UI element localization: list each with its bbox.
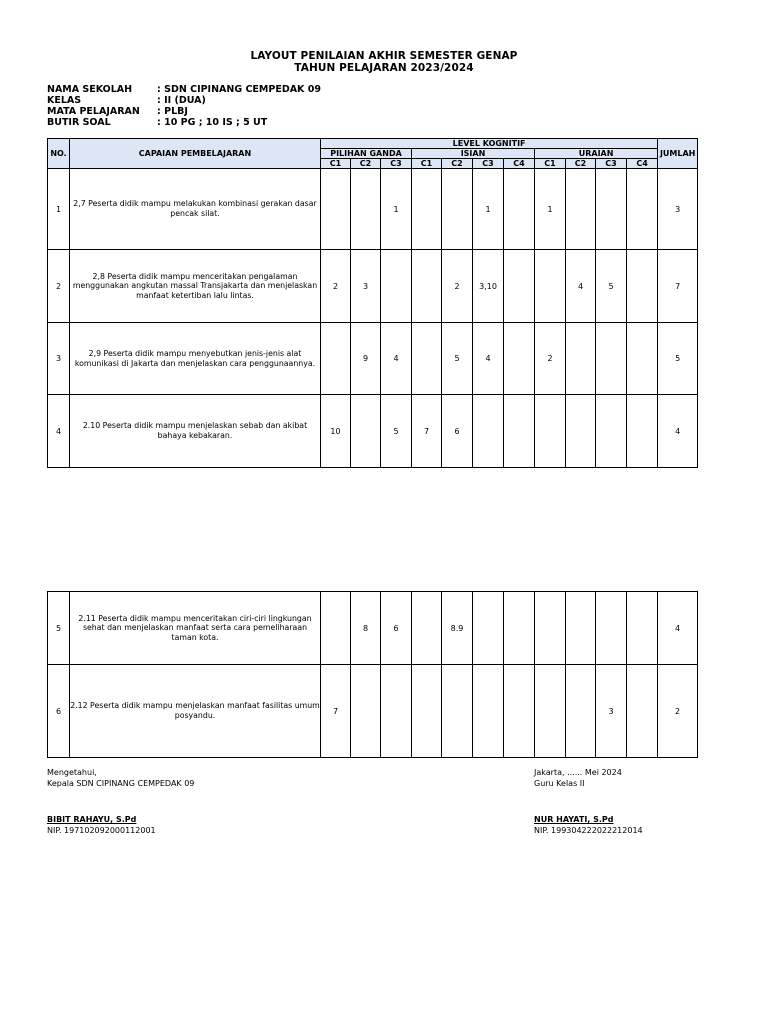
info-value: : II (DUA) xyxy=(157,95,206,106)
teacher-name: NUR HAYATI, S.Pd xyxy=(534,815,614,824)
level-cell xyxy=(627,250,658,323)
level-cell xyxy=(504,395,535,468)
level-header: C2 xyxy=(442,159,473,169)
principal-nip: NIP. 197102092000112001 xyxy=(47,826,156,835)
level-cell: 8 xyxy=(351,592,381,665)
learning-outcome-cell: 2,7 Peserta didik mampu melakukan kombinasi gerakan dasar pencak silat. xyxy=(70,169,321,250)
header-essay: URAIAN xyxy=(535,149,658,159)
learning-outcome-cell: 2,8 Peserta didik mampu menceritakan pengalaman menggunakan angkutan massal Transjakarta dan menjelaskan manfaat ketertiban lalu lintas. xyxy=(70,250,321,323)
info-row-class xyxy=(47,95,321,106)
table-row xyxy=(48,323,698,395)
level-cell xyxy=(412,250,442,323)
level-cell xyxy=(504,250,535,323)
level-cell xyxy=(596,395,627,468)
total-cell: 5 xyxy=(658,323,698,395)
teacher-nip: NIP. 199304222022212014 xyxy=(534,826,643,835)
header-learning-outcome: CAPAIAN PEMBELAJARAN xyxy=(70,139,321,169)
level-cell: 2 xyxy=(535,323,566,395)
principal-name: BIBIT RAHAYU, S.Pd xyxy=(47,815,137,824)
level-header: C3 xyxy=(473,159,504,169)
level-cell: 3 xyxy=(596,665,627,758)
sig-left-line2: Kepala SDN CIPINANG CEMPEDAK 09 xyxy=(47,779,195,788)
row-number: 2 xyxy=(48,250,70,323)
level-cell: 4 xyxy=(473,323,504,395)
row-number: 4 xyxy=(48,395,70,468)
level-header: C2 xyxy=(566,159,596,169)
level-cell xyxy=(566,169,596,250)
level-cell xyxy=(504,665,535,758)
level-cell xyxy=(412,665,442,758)
table-row xyxy=(48,592,698,665)
level-cell xyxy=(321,323,351,395)
level-cell xyxy=(504,169,535,250)
level-cell xyxy=(627,592,658,665)
level-cell: 1 xyxy=(381,169,412,250)
level-cell: 3,10 xyxy=(473,250,504,323)
row-number: 1 xyxy=(48,169,70,250)
level-cell: 5 xyxy=(596,250,627,323)
total-cell: 2 xyxy=(658,665,698,758)
level-cell: 7 xyxy=(321,665,351,758)
level-cell xyxy=(627,665,658,758)
level-cell xyxy=(321,592,351,665)
level-cell xyxy=(412,323,442,395)
level-cell: 7 xyxy=(412,395,442,468)
level-cell xyxy=(596,169,627,250)
learning-outcome-cell: 2,9 Peserta didik mampu menyebutkan jenis-jenis alat komunikasi di Jakarta dan menjelaskan cara penggunaannya. xyxy=(70,323,321,395)
level-cell xyxy=(321,169,351,250)
info-value: : SDN CIPINANG CEMPEDAK 09 xyxy=(157,84,321,95)
level-header: C3 xyxy=(596,159,627,169)
row-number: 6 xyxy=(48,665,70,758)
header-total: JUMLAH xyxy=(658,139,698,169)
sig-left-line1: Mengetahui, xyxy=(47,768,97,777)
level-cell xyxy=(566,665,596,758)
level-cell: 5 xyxy=(442,323,473,395)
level-cell: 6 xyxy=(442,395,473,468)
learning-outcome-cell: 2.12 Peserta didik mampu menjelaskan manfaat fasilitas umum posyandu. xyxy=(70,665,321,758)
level-cell xyxy=(442,169,473,250)
total-cell: 3 xyxy=(658,169,698,250)
signature-right xyxy=(534,767,643,836)
level-cell xyxy=(504,592,535,665)
level-cell xyxy=(473,665,504,758)
level-cell xyxy=(535,665,566,758)
sig-right-line1: Jakarta, ...... Mei 2024 xyxy=(534,768,622,777)
level-cell xyxy=(504,323,535,395)
level-cell xyxy=(473,395,504,468)
level-cell xyxy=(442,665,473,758)
info-value: : PLBJ xyxy=(157,106,188,117)
document-subtitle: TAHUN PELAJARAN 2023/2024 xyxy=(294,62,474,74)
level-cell xyxy=(381,665,412,758)
level-cell xyxy=(351,395,381,468)
level-header: C1 xyxy=(412,159,442,169)
level-cell: 3 xyxy=(351,250,381,323)
level-cell: 1 xyxy=(535,169,566,250)
level-header: C1 xyxy=(321,159,351,169)
level-cell xyxy=(566,395,596,468)
info-value: : 10 PG ; 10 IS ; 5 UT xyxy=(157,117,268,128)
header-cognitive-level: LEVEL KOGNITIF xyxy=(321,139,658,149)
school-info xyxy=(47,84,321,128)
assessment-table-bottom xyxy=(47,591,698,758)
level-cell xyxy=(535,395,566,468)
level-header: C4 xyxy=(627,159,658,169)
learning-outcome-cell: 2.11 Peserta didik mampu menceritakan ciri-ciri lingkungan sehat dan menjelaskan manfaat serta cara pemeliharaan taman kota. xyxy=(70,592,321,665)
info-label: NAMA SEKOLAH xyxy=(47,84,133,95)
level-cell: 4 xyxy=(381,323,412,395)
level-cell xyxy=(351,169,381,250)
row-number: 3 xyxy=(48,323,70,395)
header-no: NO. xyxy=(48,139,70,169)
level-cell xyxy=(627,323,658,395)
level-header: C1 xyxy=(535,159,566,169)
signature-left xyxy=(47,767,194,836)
assessment-table-top xyxy=(47,138,698,468)
level-cell xyxy=(566,592,596,665)
level-cell xyxy=(412,592,442,665)
level-cell xyxy=(566,323,596,395)
level-cell xyxy=(535,592,566,665)
level-cell xyxy=(596,323,627,395)
level-cell xyxy=(535,250,566,323)
level-cell: 9 xyxy=(351,323,381,395)
total-cell: 4 xyxy=(658,592,698,665)
level-header: C2 xyxy=(351,159,381,169)
sig-right-line2: Guru Kelas II xyxy=(534,779,585,788)
level-cell: 6 xyxy=(381,592,412,665)
level-cell xyxy=(627,169,658,250)
info-label: MATA PELAJARAN xyxy=(47,106,140,117)
level-cell: 2 xyxy=(321,250,351,323)
info-label: BUTIR SOAL xyxy=(47,117,111,128)
document-title: LAYOUT PENILAIAN AKHIR SEMESTER GENAP xyxy=(250,50,518,62)
level-cell: 2 xyxy=(442,250,473,323)
table-row xyxy=(48,169,698,250)
level-header: C3 xyxy=(381,159,412,169)
level-cell: 10 xyxy=(321,395,351,468)
level-cell: 8.9 xyxy=(442,592,473,665)
info-label: KELAS xyxy=(47,95,82,106)
table-row xyxy=(48,395,698,468)
level-cell xyxy=(351,665,381,758)
header-multiple-choice: PILIHAN GANDA xyxy=(321,149,412,159)
level-cell: 4 xyxy=(566,250,596,323)
level-cell xyxy=(473,592,504,665)
header-fill-in: ISIAN xyxy=(412,149,535,159)
level-cell: 1 xyxy=(473,169,504,250)
table-row xyxy=(48,250,698,323)
table-row xyxy=(48,665,698,758)
level-cell xyxy=(412,169,442,250)
info-row-school xyxy=(47,84,321,95)
learning-outcome-cell: 2.10 Peserta didik mampu menjelaskan sebab dan akibat bahaya kebakaran. xyxy=(70,395,321,468)
level-cell: 5 xyxy=(381,395,412,468)
total-cell: 4 xyxy=(658,395,698,468)
level-cell xyxy=(381,250,412,323)
total-cell: 7 xyxy=(658,250,698,323)
row-number: 5 xyxy=(48,592,70,665)
info-row-subject xyxy=(47,106,321,117)
level-header: C4 xyxy=(504,159,535,169)
info-row-items xyxy=(47,117,321,128)
level-cell xyxy=(596,592,627,665)
level-cell xyxy=(627,395,658,468)
